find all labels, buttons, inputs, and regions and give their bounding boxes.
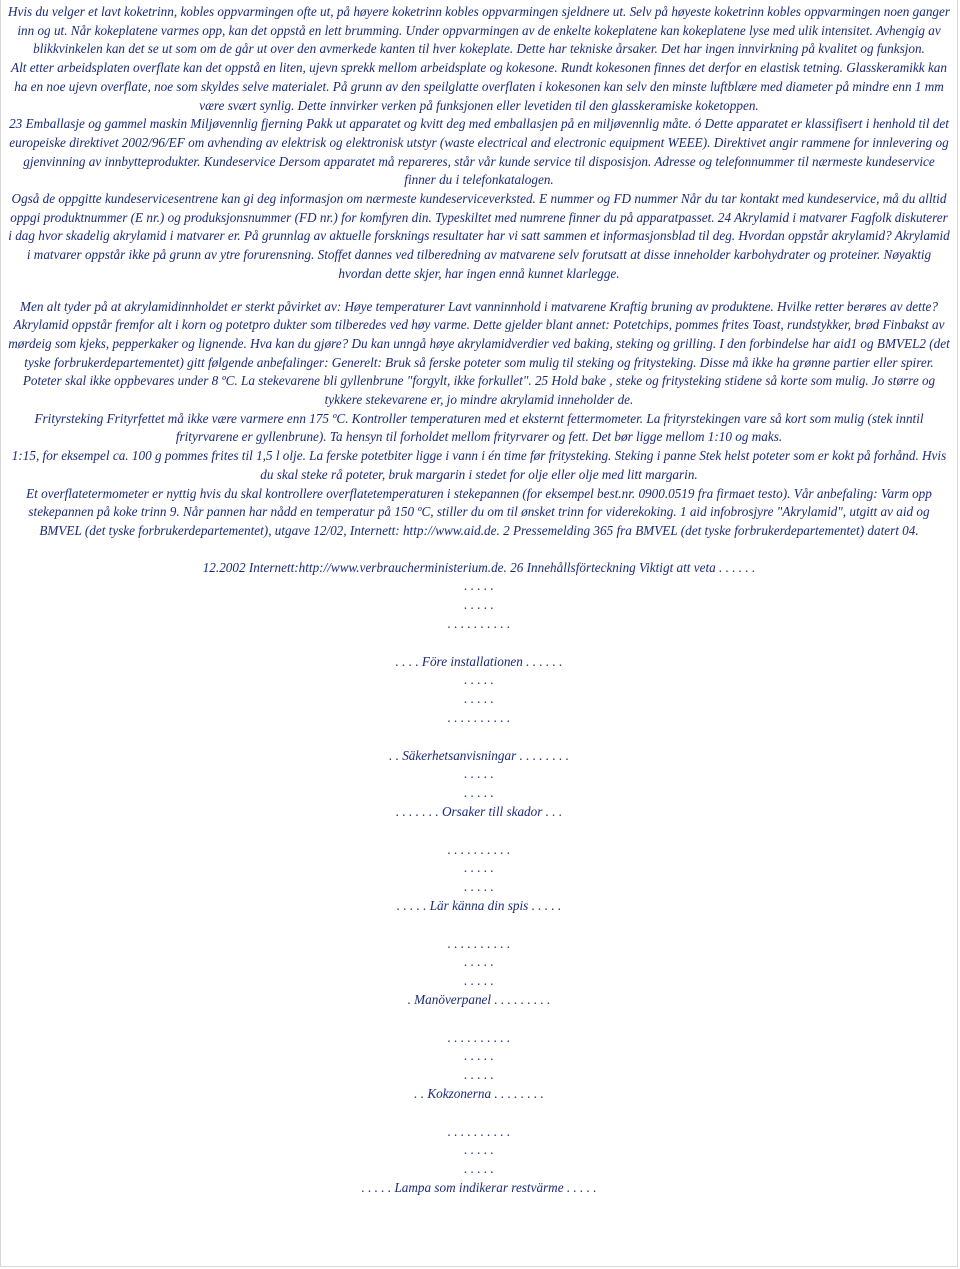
paragraph: 1:15, for eksempel ca. 100 g pommes frites til 1,5 l olje. La ferske potetbiter ligge i vann i én time før fritysteking. Steking i panne Stek helst poteter som er kokt på forhånd. Hvis du skal steke rå poteter, bruk margarin i stedet for olje eller olje med litt margarin. — [11, 448, 947, 482]
toc-line: . Manöverpanel . . . . . . . . . — [407, 992, 551, 1008]
toc-line: 12.2002 Internett:http://www.verbraucherministerium.de. 26 Innehållsförteckning Viktigt att veta . . . . . . — [202, 559, 756, 575]
text-block-top — [1, 0, 957, 284]
toc-line: . . . . . — [464, 1142, 494, 1158]
toc-line: . . . . . — [464, 954, 494, 970]
toc-line: . . . . . Lampa som indikerar restvärme . . . . . — [361, 1179, 597, 1195]
toc-line: . . . . . — [464, 766, 494, 782]
toc-line: . . . . . Lär känna din spis . . . . . — [396, 898, 562, 914]
toc-line: . . . . . — [464, 785, 494, 801]
paragraph: Men alt tyder på at akrylamidinnholdet er sterkt påvirket av: Høye temperaturer Lavt vanninnhold i matvarene Kraftig bruning av produktene. Hvilke retter berøres av dette? Akrylamid oppstår fremfor alt i korn og potetpro dukter som tilberedes ved høy varme. Dette gjelder blant annet: Potetchips, pommes frites Toast, rundstykker, brød Finbakst av mørdeig som kjeks, pepperkaker og lignende. Hva kan du gjøre? Du kan unngå høye akrylamidverdier ved baking, steking og grilling. I den forbindelse har aid1 og BMVEL2 (det tyske forbrukerdepartementet) gitt følgende anbefalinger: Generelt: Bruk så ferske poteter som mulig til steking og fritysteking. Disse må ikke ha grønne partier eller spirer. Poteter skal ikke oppbevares under 8 ºC. La stekevarene bli gyllenbrune "forgylt, ikke forkullet". 25 Hold bake , steke og fritysteking stidene så korte som mulig. Jo større og tykkere stekevarene er, jo mindre akrylamid inneholder de. — [8, 298, 950, 408]
toc-line — [1, 1104, 957, 1123]
toc-line: . . . . . . . . . . — [447, 616, 511, 632]
toc-line: . . . . . — [464, 973, 494, 989]
paragraph: Frityrsteking Frityrfettet må ikke være varmere enn 175 ºC. Kontroller temperaturen med et eksternt fettermometer. La frityrstekingen vare så kort som mulig (stek inntil frityrvarene er gyllenbrune). Ta hensyn til forholdet mellom frityrvarer og fett. Det bør ligge mellom 1:10 og maks. — [34, 410, 924, 445]
paragraph: Hvis du velger et lavt koketrinn, kobles oppvarmingen ofte ut, på høyere koketrinn kobles oppvarmingen sjeldnere ut. Selv på høyeste koketrinn kobles oppvarmingen noen ganger inn og ut. Når kokeplatene varmes opp, kan det oppstå en lett brumming. Under oppvarmingen av de enkelte kokeplatene kan kokeplatene lyse med ulik intensitet. Avhengig av blikkvinkelen kan det se ut som om de går ut over den avmerkede kanten til hver kokeplate. Dette har tekniske årsaker. Det har ingen innvirkning på kvalitet og funksjon. — [7, 4, 951, 57]
toc-line — [1, 916, 957, 935]
toc-line: . . . . . — [464, 879, 494, 895]
paragraph: Alt etter arbeidsplaten overflate kan det oppstå en liten, ujevn sprekk mellom arbeidsplate og kokesone. Rundt kokesonen finnes det derfor en elastisk tetning. Glasskeramikk kan ha en noe ujevn overflate, noe som skyldes selve materialet. På grunn av den speilglatte overflaten i kokesonen kan selv den minste luftblære med diameter på mindre enn 1 mm være svært synlig. Dette innvirker verken på funksjonen eller levetiden til den glasskeramiske koketoppen. — [11, 60, 947, 113]
paragraph: 23 Emballasje og gammel maskin Miljøvennlig fjerning Pakk ut apparatet og kvitt deg med emballasjen på en miljøvennlig måte. ó Dette apparatet er klassifisert i henhold til det europeiske direktivet 2002/96/EF om avhending av elektrisk og elektronisk utstyr (waste electrical and electronic equipment WEEE). Direktivet angir rammene for innlevering og gjenvinning av innbytteprodukter. Kundeservice Dersom apparatet må repareres, står vår kunde service til disposisjon. Adresse og telefonnummer til nærmeste kundeservice finner du i telefonkatalogen. — [9, 116, 949, 188]
toc-line: . . . . . . . . . . — [447, 1029, 511, 1045]
toc-line: . . . . . . . . . . — [447, 841, 511, 857]
toc-line — [1, 822, 957, 841]
toc-line: . . . . . — [464, 578, 494, 594]
toc-line: . . . . . — [464, 1161, 494, 1177]
toc-line: . . . . . — [464, 672, 494, 688]
toc-line: . . . . Före installationen . . . . . . — [395, 653, 563, 669]
toc-line: . . . . . . . . . . — [447, 1123, 511, 1139]
toc-line: . . . . . — [464, 597, 494, 613]
toc-line: . . . . . — [464, 860, 494, 876]
toc-line: . . . . . . . Orsaker till skador . . . — [395, 804, 563, 820]
toc-line: . . . . . — [464, 691, 494, 707]
toc-line — [1, 634, 957, 653]
toc-line: . . . . . — [464, 1048, 494, 1064]
table-of-contents — [1, 541, 957, 1198]
toc-line — [1, 1010, 957, 1029]
toc-line: . . Kokzonerna . . . . . . . . — [414, 1086, 544, 1101]
toc-line: . . . . . . . . . . — [447, 935, 511, 951]
paragraph: Også de oppgitte kundeservicesentrene kan gi deg informasjon om nærmeste kundeserviceverksted. E nummer og FD nummer Når du tar kontakt med kundeservice, må du alltid oppgi produktnummer (E nr.) og produksjonsnummer (FD nr.) for komfyren din. Typeskiltet med numrene finner du på apparatpasset. 24 Akrylamid i matvarer Fagfolk diskuterer i dag hvor skadelig akrylamid i matvarer er. På grunnlag av aktuelle forsknings resultater har vi satt sammen et informasjonsblad til deg. Hvordan oppstår akrylamid? Akrylamid i matvarer oppstår ikke på grunn av ytre forurensning. Stoffet dannes ved tilberedning av matvarene selv forutsatt at disse inneholder karbohydrater og proteiner. Nøyaktig hvordan dette skjer, har ingen ennå kunnet klarlegge. — [8, 191, 950, 281]
toc-line: . . . . . . . . . . — [447, 710, 511, 726]
text-block-acrylamide — [1, 284, 957, 541]
toc-line: . . Säkerhetsanvisningar . . . . . . . . — [389, 747, 569, 763]
toc-line — [1, 728, 957, 747]
paragraph: Et overflatetermometer er nyttig hvis du skal kontrollere overflatetemperaturen i stekepannen (for eksempel best.nr. 0900.0519 fra firmaet testo). Vår anbefaling: Varm opp stekepannen på koke trinn 9. Når pannen har nådd en temperatur på 150 ºC, stiller du om til ønsket trinn for viderekoking. 1 aid infobrosjyre "Akrylamid", utgitt av aid og BMVEL (det tyske forbrukerdepartementet), utgave 12/02, Internett: http://www.aid.de. 2 Pressemelding 365 fra BMVEL (det tyske forbrukerdepartementet) datert 04. — [26, 485, 932, 538]
toc-line: . . . . . — [464, 1067, 494, 1083]
